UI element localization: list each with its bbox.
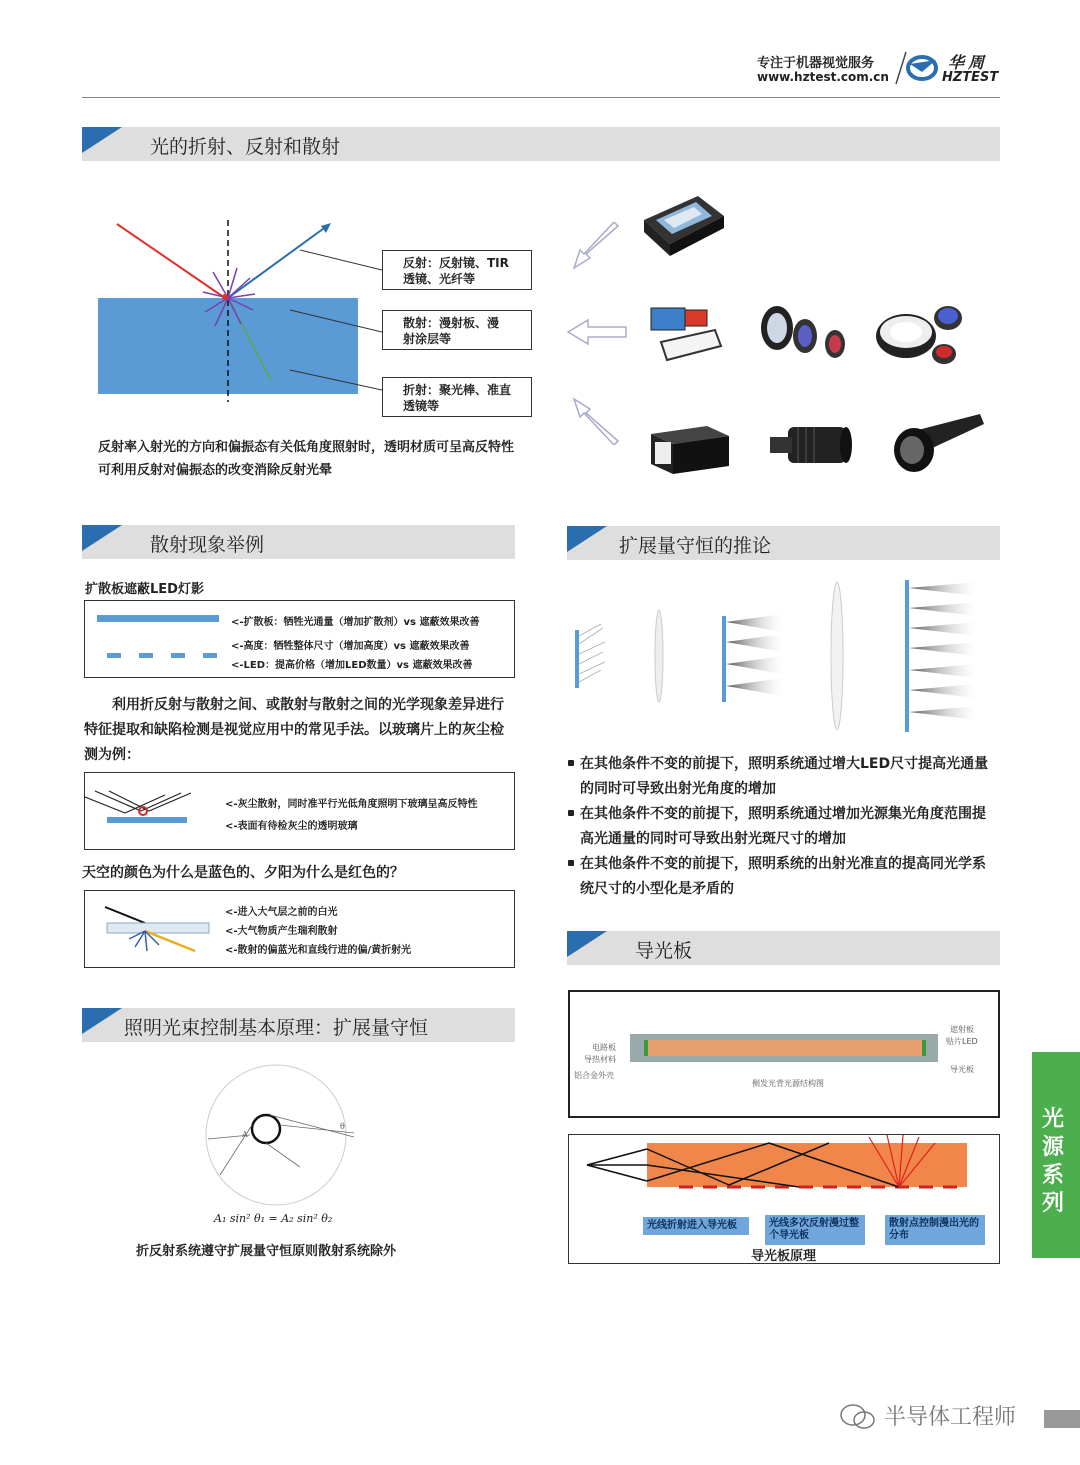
bullet-icon (568, 860, 574, 866)
light-guide-caption: 导光板原理 (751, 1249, 817, 1264)
label-scatter: 散射：漫射板、漫 射涂层等 (382, 310, 532, 350)
header-website[interactable]: www.hztest.com.cn (757, 70, 889, 84)
section-title: 光的折射、反射和散射 (150, 136, 341, 158)
bullet-icon (568, 810, 574, 816)
hollow-arrow-icon (566, 318, 628, 346)
product-panel-lights (645, 302, 725, 364)
product-coaxial-light (638, 190, 728, 260)
page-corner-block (1044, 1410, 1080, 1428)
section-title: 扩展量守恒的推论 (619, 535, 772, 557)
callout-lines (280, 240, 390, 410)
section-title: 散射现象举例 (150, 534, 265, 556)
etendue-formula: A₁ sin² θ₁ = A₂ sin² θ₂ (214, 1212, 333, 1225)
hollow-arrow-icon (570, 395, 622, 445)
section-bar-light-guide (567, 931, 1000, 965)
brand-logo (892, 50, 940, 86)
brand-name-en: HZTEST (942, 70, 999, 85)
callout-multi-reflection: 光线多次反射漫过整个导光板 (765, 1215, 865, 1245)
light-guide-principle-diagram (568, 1134, 1000, 1264)
section-bar-refraction (82, 127, 1000, 161)
callout-refraction-in: 光线折射进入导光板 (643, 1217, 749, 1235)
svg-text:A: A (242, 1130, 248, 1139)
dust-detection-box: <-灰尘散射，同时准平行光低角度照明下玻璃呈高反特性 <-表面有待检灰尘的透明玻璃 (84, 772, 515, 850)
side-tab-light-source-series[interactable]: 光源系列 (1032, 1052, 1080, 1258)
section-bar-scatter (82, 525, 515, 559)
etendue-caption: 折反射系统遵守扩展量守恒原则散射系统除外 (136, 1244, 397, 1259)
list-item: 在其他条件不变的前提下，照明系统通过增加光源集光角度范围提高光通量的同时可导致出射光斑尺寸的增加 (568, 802, 998, 852)
backlight-structure-diagram: 电路板 导热材料 铝合金外壳 遮射板 贴片LED 导光板 侧发光背光源结构图 (568, 990, 1000, 1118)
section-bar-etendue-corollary (567, 526, 1000, 560)
sky-question: 天空的颜色为什么是蓝色的、夕阳为什么是红色的？ (82, 865, 404, 881)
product-ring-lights (872, 298, 972, 370)
section2-subtitle: 扩散板遮蔽LED灯影 (85, 582, 204, 597)
label-reflect: 反射：反射镜、TIR 透镜、光纤等 (382, 250, 532, 290)
svg-text:θ: θ (340, 1122, 345, 1131)
section1-caption-2: 可利用反射对偏振态的改变消除反射光晕 (98, 463, 333, 478)
section1-caption-1: 反射率入射光的方向和偏振态有关低角度照射时，透明材质可呈高反特性 (98, 440, 515, 455)
bullet-icon (568, 760, 574, 766)
section-title: 照明光束控制基本原理：扩展量守恒 (124, 1017, 429, 1039)
product-flash-light (888, 410, 988, 476)
list-item: 在其他条件不变的前提下，照明系统的出射光准直的提高同光学系统尺寸的小型化是矛盾的 (568, 852, 998, 902)
product-spot-light (758, 415, 858, 475)
brand-name-cn: 华周 (948, 53, 989, 72)
product-box-light (643, 422, 733, 478)
hollow-arrow-icon (570, 222, 622, 272)
wechat-icon (838, 1402, 878, 1432)
section-title: 导光板 (635, 940, 693, 962)
sky-scatter-box: <-进入大气层之前的白光 <-大气物质产生瑞利散射 <-散射的偏蓝光和直线行进的偏/黄折射光 (84, 890, 515, 968)
etendue-diagram (190, 1055, 370, 1215)
header-slogan: 专注于机器视觉服务 (757, 56, 875, 71)
section2-paragraph: 利用折反射与散射之间、或散射与散射之间的光学现象差异进行特征提取和缺陷检测是视觉应用中的常见手法。以玻璃片上的灰尘检测为例： (84, 697, 504, 763)
label-refract: 折射：聚光棒、准直 透镜等 (382, 377, 532, 417)
callout-scatter-points: 散射点控制漫出光的分布 (885, 1215, 985, 1245)
header-divider (82, 97, 1000, 98)
list-item: 在其他条件不变的前提下，照明系统通过增大LED尺寸提高光通量的同时可导致出射光角度的增加 (568, 752, 998, 802)
product-ring-lenses (755, 298, 855, 368)
diffuser-box: <-扩散板：牺牲光通量（增加扩散剂）vs 遮蔽效果改善 <-高度：牺牲整体尺寸（增加高度）vs 遮蔽效果改善 <-LED：提高价格（增加LED数量）vs 遮蔽效果改善 (84, 600, 515, 678)
led-beam-diagram (567, 570, 1000, 740)
section-bar-etendue (82, 1008, 515, 1042)
